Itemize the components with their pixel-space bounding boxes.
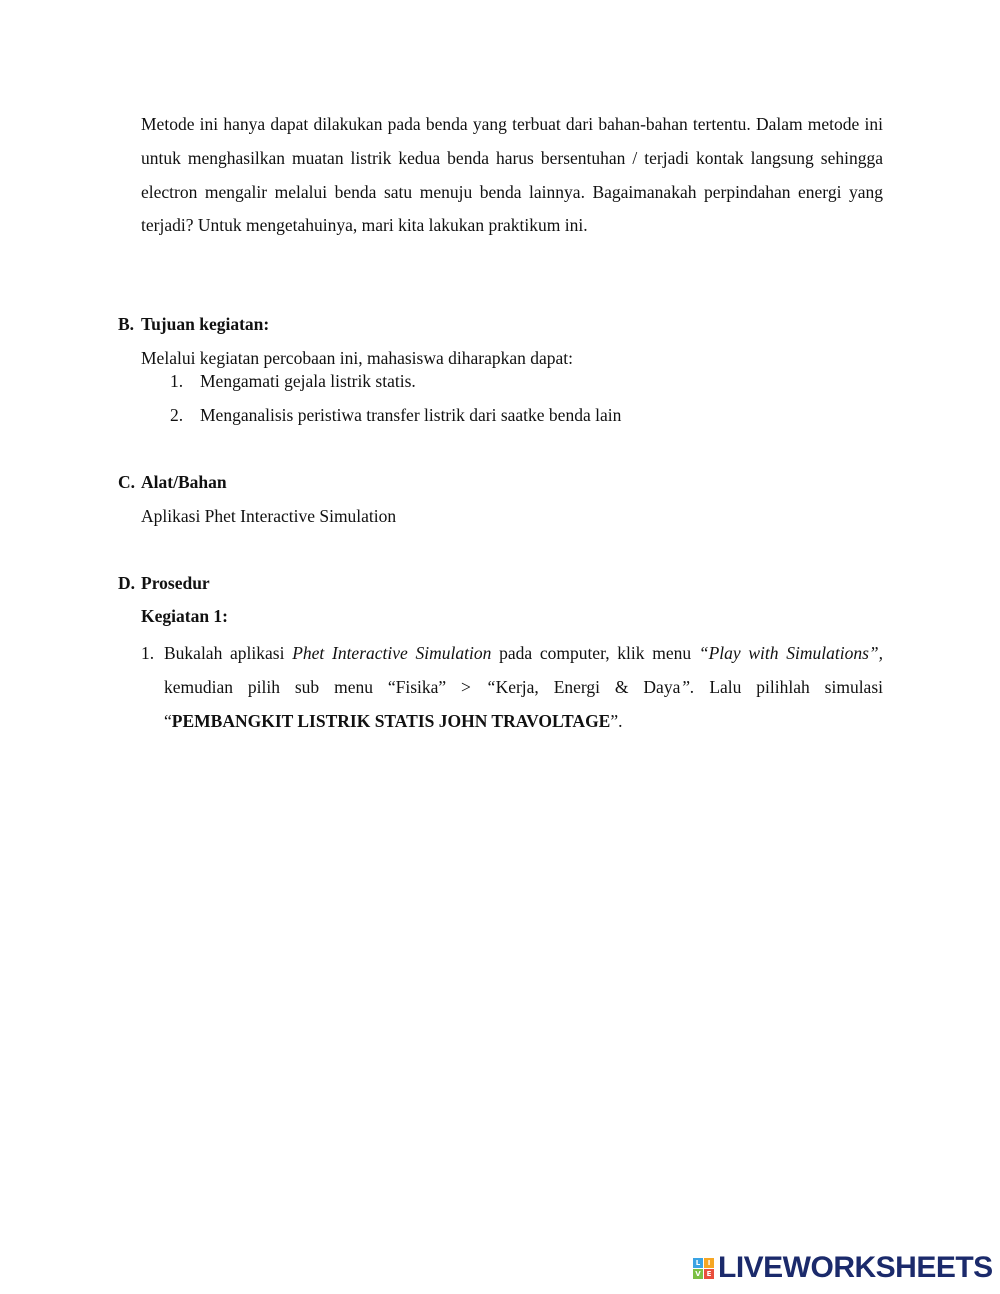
step-submenu-name: Kerja, Energi & Daya: [495, 676, 681, 697]
logo-mark-letter: L: [693, 1258, 703, 1268]
step-quote-close: ”.: [680, 676, 695, 697]
list-item-text: Menganalisis peristiwa transfer listrik dari saatke benda lain: [200, 405, 622, 425]
procedure-step: [141, 637, 883, 738]
section-b-heading: [118, 314, 269, 335]
list-item-text: Mengamati gejala listrik statis.: [200, 371, 416, 391]
step-menu-name: “Play with Simulations”,: [698, 643, 883, 663]
step-quote-open: “: [485, 676, 496, 697]
section-c-heading: [118, 472, 227, 493]
section-c-text: Aplikasi Phet Interactive Simulation: [141, 506, 397, 526]
section-c-title: Alat/Bahan: [141, 472, 227, 492]
step-number: 1.: [141, 643, 155, 663]
liveworksheets-logo: [693, 1253, 993, 1283]
step-text-part: kemudian pilih sub menu “Fisika” >: [164, 676, 486, 697]
section-d-letter: D.: [118, 573, 136, 593]
section-b-title: Tujuan kegiatan:: [141, 314, 270, 334]
list-item: [170, 405, 621, 439]
step-text-part: ”.: [610, 710, 623, 731]
list-item: [170, 371, 621, 405]
section-b-lead: Melalui kegiatan percobaan ini, mahasiswa diharapkan dapat:: [141, 348, 573, 368]
section-b-letter: B.: [118, 314, 135, 334]
step-text: [164, 637, 883, 738]
objectives-list: [170, 371, 621, 439]
step-simulation-name: PEMBANGKIT LISTRIK STATIS JOHN TRAVOLTAGE: [171, 710, 611, 731]
step-text-part: pada computer, klik menu: [491, 643, 699, 663]
section-d-heading: [118, 573, 210, 594]
liveworksheets-logo-icon: [693, 1258, 714, 1279]
liveworksheets-logo-text: LIVEWORKSHEETS: [718, 1251, 993, 1284]
list-item-number: 1.: [170, 371, 184, 391]
step-text-part: Lalu pilihlah simulasi “: [164, 676, 883, 731]
intro-paragraph: Metode ini hanya dapat dilakukan pada benda yang terbuat dari bahan-bahan tertentu. Dalam metode ini untuk menghasilkan muatan listrik kedua benda harus bersentuhan / terjadi kontak langsung sehingga electron mengalir melalui benda satu menuju benda lainnya. Bagaimanakah perpindahan energi yang terjadi? Untuk mengetahuinya, mari kita lakukan praktikum ini.: [141, 114, 883, 236]
step-app-name: Phet Interactive Simulation: [292, 643, 492, 663]
logo-mark-letter: V: [693, 1269, 703, 1279]
kegiatan-title: Kegiatan 1:: [141, 606, 229, 626]
step-text-part: Bukalah aplikasi: [164, 643, 293, 663]
logo-mark-letter: I: [704, 1258, 714, 1268]
list-item-number: 2.: [170, 405, 184, 425]
section-c-letter: C.: [118, 472, 136, 492]
logo-mark-letter: E: [704, 1269, 714, 1279]
section-d-title: Prosedur: [141, 573, 210, 593]
